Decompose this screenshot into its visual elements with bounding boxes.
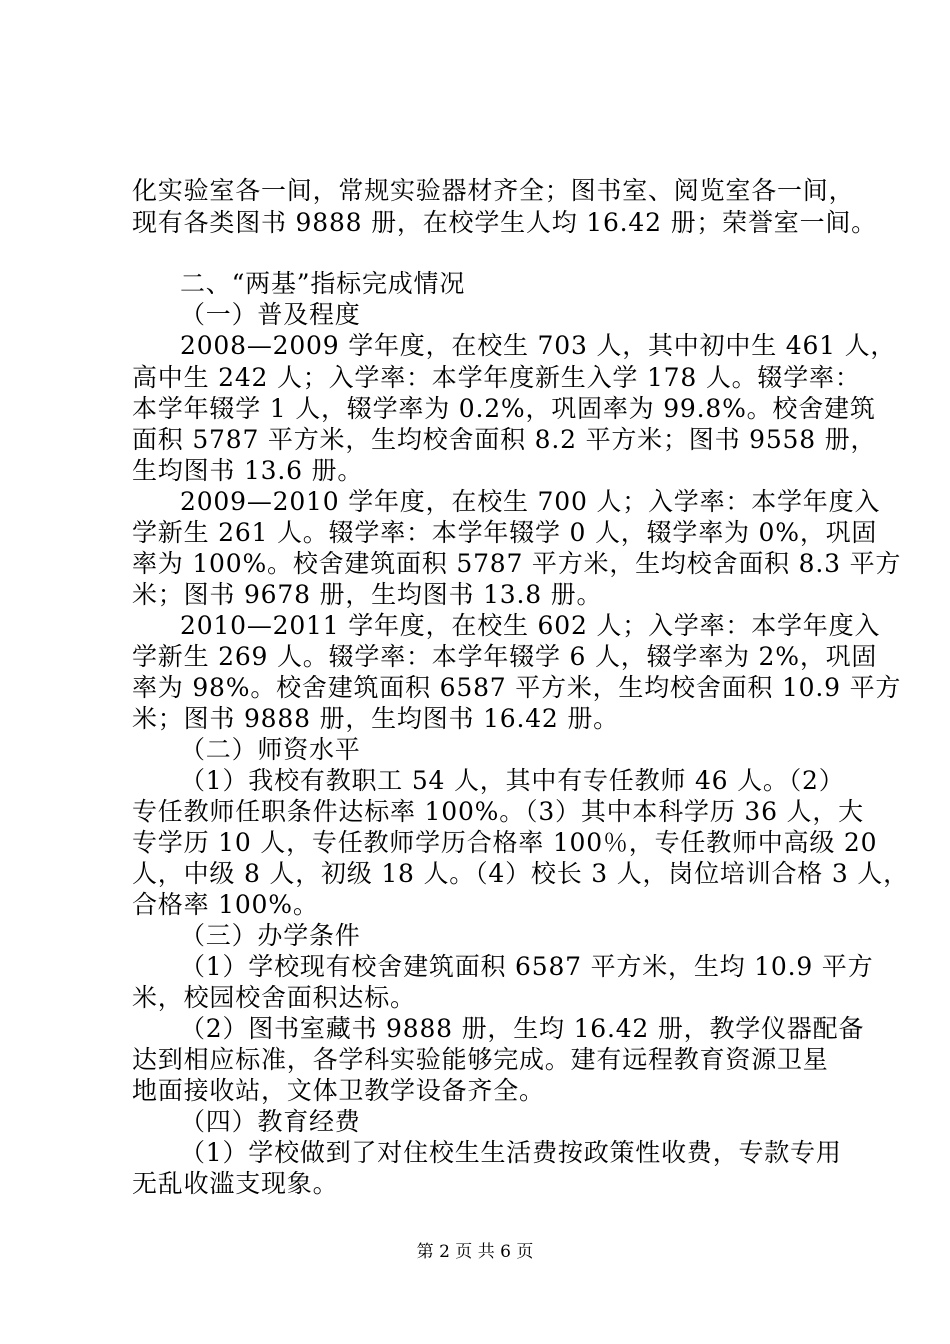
text-line: 生均图书 13.6 册。 xyxy=(132,456,364,485)
text-line: 率为 98%。校舍建筑面积 6587 平方米，生均校舍面积 10.9 平方 xyxy=(132,673,902,702)
text-line: 米，校园校舍面积达标。 xyxy=(132,983,416,1012)
text-line: 学新生 269 人。辍学率：本学年辍学 6 人，辍学率为 2%，巩固 xyxy=(132,642,878,671)
subsection-heading: （一）普及程度 xyxy=(180,300,361,329)
text-line: 米；图书 9678 册，生均图书 13.8 册。 xyxy=(132,580,603,609)
section-heading: 二、“两基”指标完成情况 xyxy=(180,269,466,298)
text-line: 化实验室各一间，常规实验器材齐全；图书室、阅览室各一间， xyxy=(132,176,855,205)
subsection-heading: （二）师资水平 xyxy=(180,735,361,764)
subsection-heading: （四）教育经费 xyxy=(180,1107,361,1136)
text-line: 面积 5787 平方米，生均校舍面积 8.2 平方米；图书 9558 册， xyxy=(132,425,877,454)
text-line: 专任教师任职条件达标率 100%。（3）其中本科学历 36 人，大 xyxy=(132,797,864,826)
text-line: 2010—2011 学年度，在校生 602 人；入学率：本学年度入 xyxy=(180,611,881,640)
text-line: （2）图书室藏书 9888 册，生均 16.42 册，教学仪器配备 xyxy=(180,1014,865,1043)
text-line: 无乱收滥支现象。 xyxy=(132,1169,339,1198)
text-line: 2009—2010 学年度，在校生 700 人；入学率：本学年度入 xyxy=(180,487,881,516)
subsection-heading: （三）办学条件 xyxy=(180,921,361,950)
text-line: 合格率 100%。 xyxy=(132,890,319,919)
text-line: （1）我校有教职工 54 人，其中有专任教师 46 人。（2） xyxy=(180,766,845,795)
text-line: 2008—2009 学年度，在校生 703 人，其中初中生 461 人， xyxy=(180,331,897,360)
text-line: 本学年辍学 1 人，辍学率为 0.2%，巩固率为 99.8%。校舍建筑 xyxy=(132,394,876,423)
text-line: 现有各类图书 9888 册，在校学生人均 16.42 册；荣誉室一间。 xyxy=(132,208,877,237)
text-line: 地面接收站，文体卫教学设备齐全。 xyxy=(132,1076,545,1105)
text-line: 学新生 261 人。辍学率：本学年辍学 0 人，辍学率为 0%，巩固 xyxy=(132,518,878,547)
text-line: 专学历 10 人，专任教师学历合格率 100％，专任教师中高级 20 xyxy=(132,828,878,857)
text-line: 米；图书 9888 册，生均图书 16.42 册。 xyxy=(132,704,619,733)
page-footer: 第 2 页 共 6 页 xyxy=(416,1242,534,1262)
text-line: 高中生 242 人；入学率：本学年度新生入学 178 人。辍学率： xyxy=(132,363,861,392)
text-line: 率为 100%。校舍建筑面积 5787 平方米，生均校舍面积 8.3 平方 xyxy=(132,549,902,578)
text-line: 达到相应标准，各学科实验能够完成。建有远程教育资源卫星 xyxy=(132,1045,829,1074)
text-line: 人，中级 8 人，初级 18 人。（4）校长 3 人，岗位培训合格 3 人， xyxy=(132,859,909,888)
text-line: （1）学校现有校舍建筑面积 6587 平方米，生均 10.9 平方 xyxy=(180,952,874,981)
text-line: （1）学校做到了对住校生生活费按政策性收费，专款专用 xyxy=(180,1138,842,1167)
